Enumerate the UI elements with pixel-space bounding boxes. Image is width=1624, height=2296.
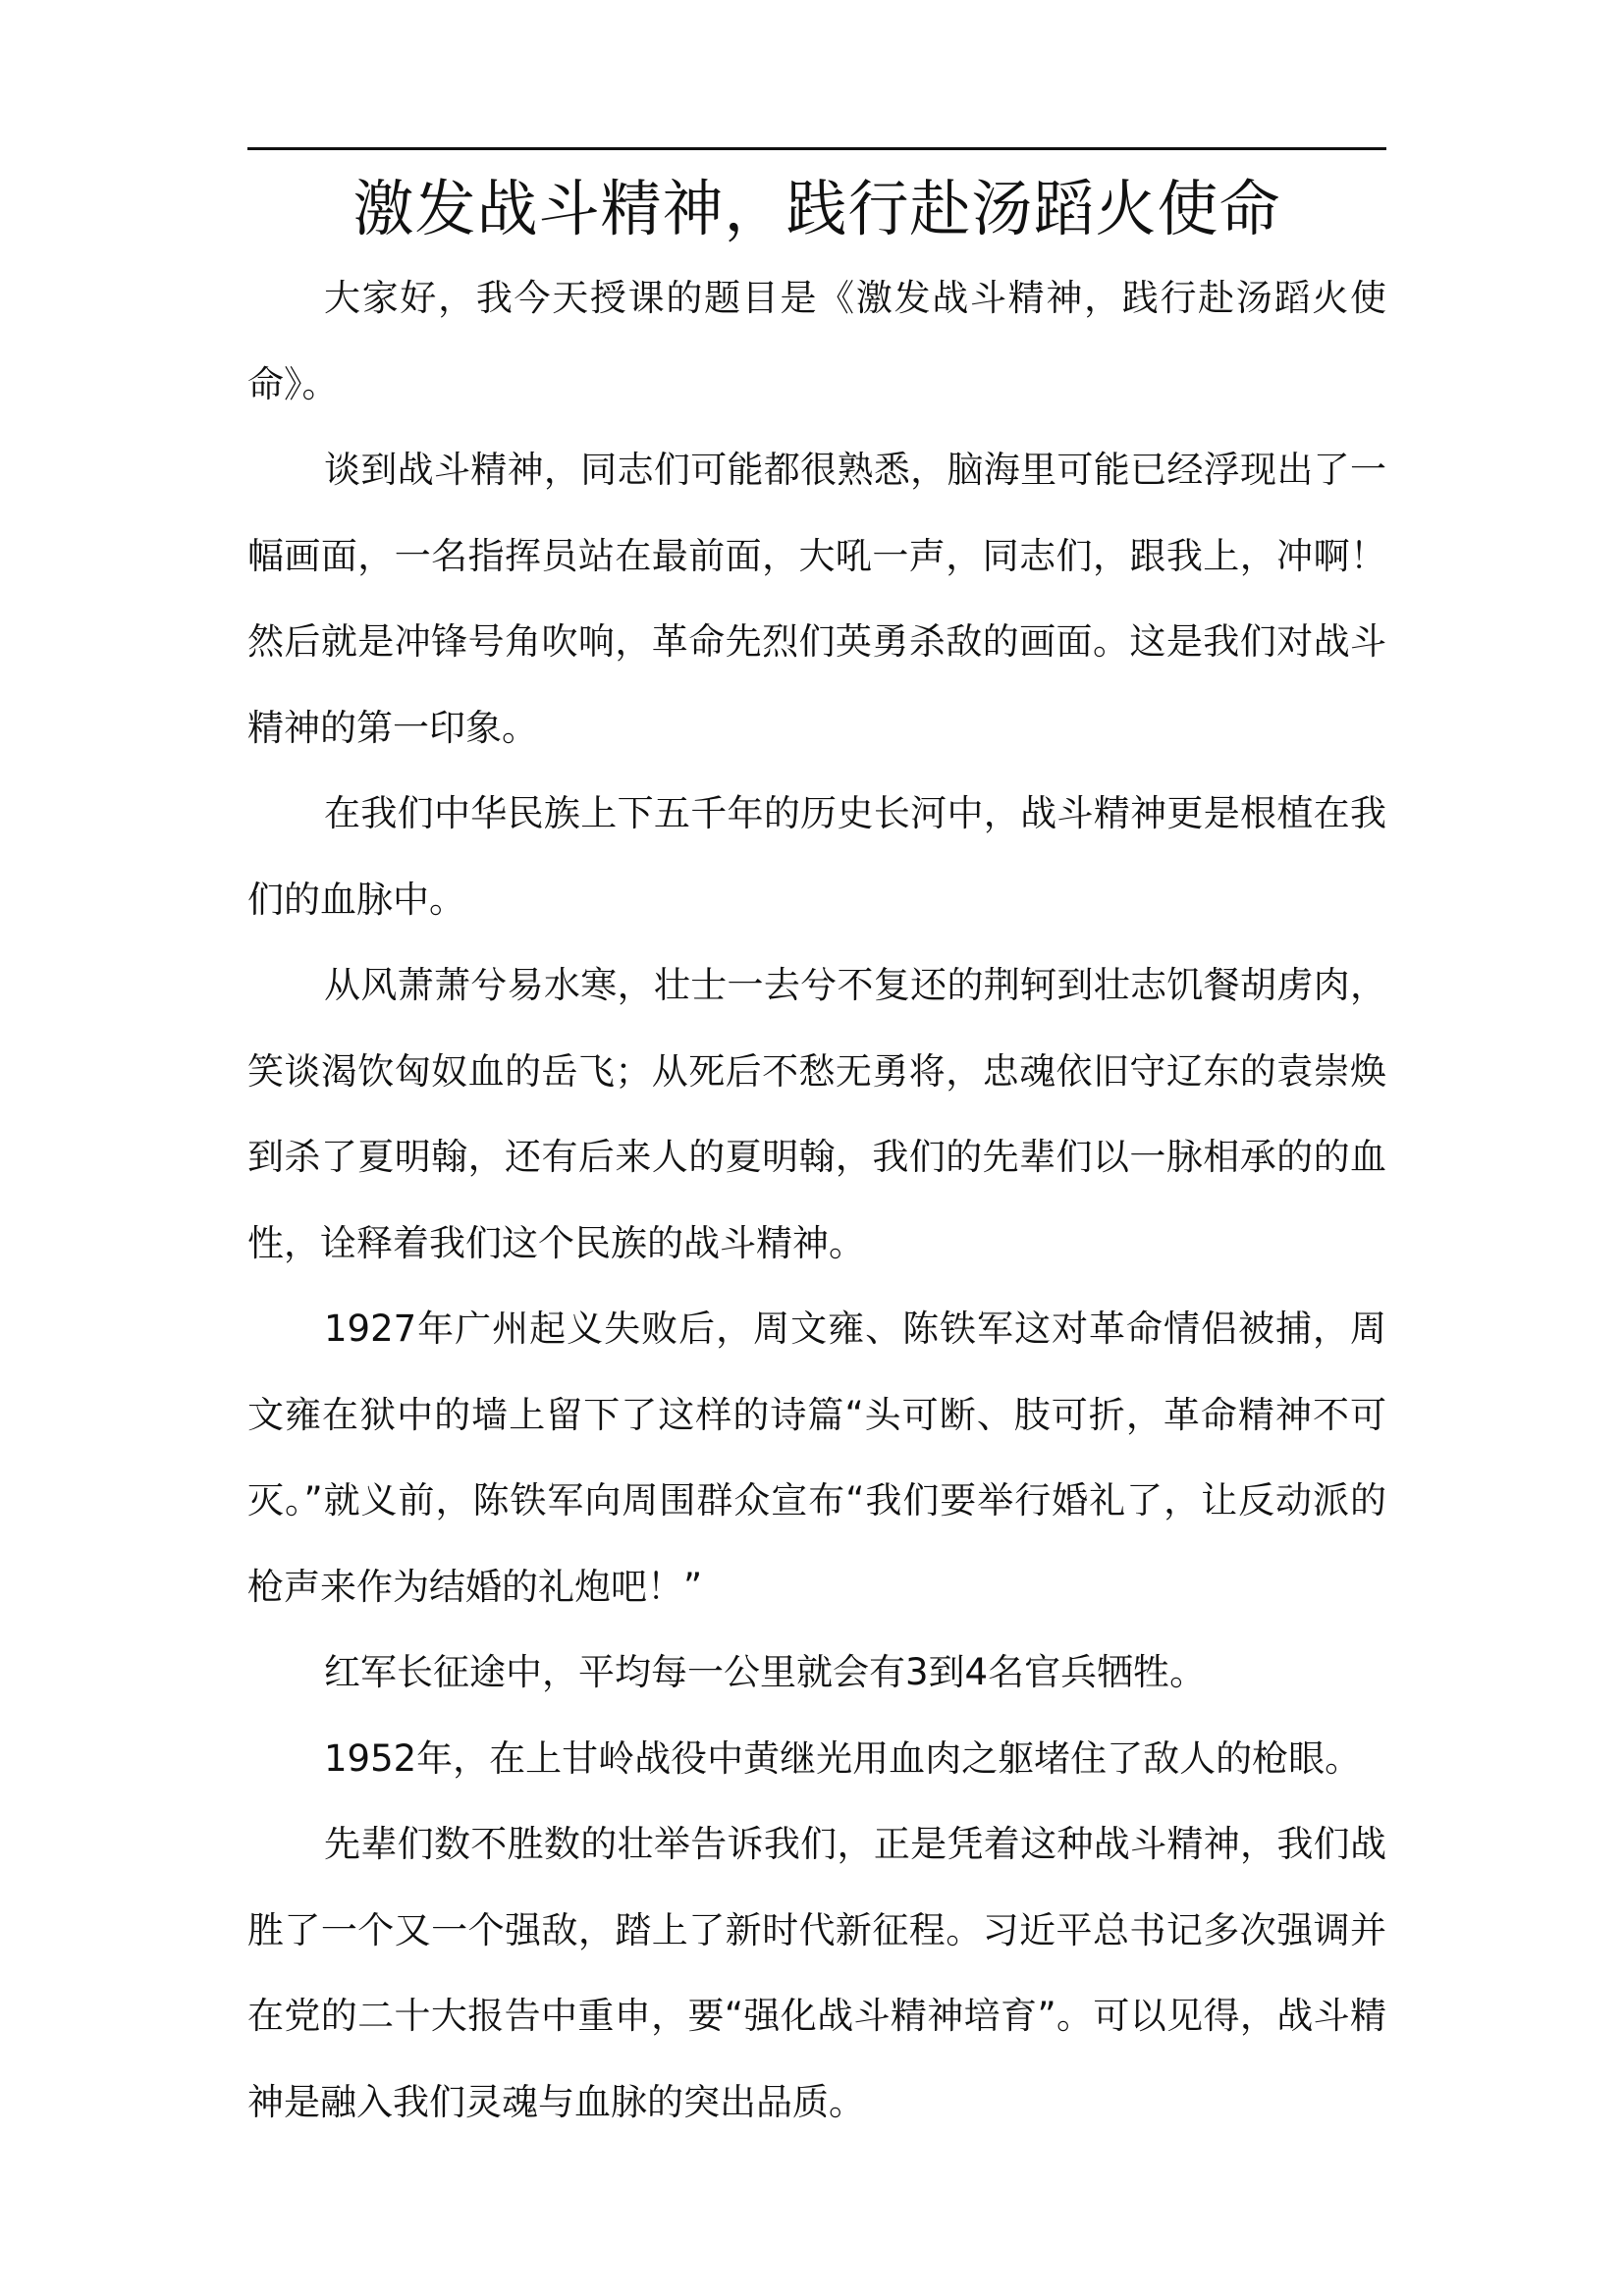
paragraph-guangzhou-uprising: 1927年广州起义失败后，周文雍、陈铁军这对革命情侣被捕，周文雍在狱中的墙上留下了这样的诗篇“头可断、肢可折，革命精神不可灭。”就义前，陈铁军向周围群众宣布“我们要举行婚礼了，让反动派的枪声来作为结婚的礼炮吧！” <box>247 1308 1386 1608</box>
paragraph-long-march: 红军长征途中，平均每一公里就会有3到4名官兵牺牲。 <box>324 1651 1207 1693</box>
paragraph-national-history: 在我们中华民族上下五千年的历史长河中，战斗精神更是根植在我们的血脉中。 <box>247 792 1386 921</box>
paragraph-conclusion: 先辈们数不胜数的壮举告诉我们，正是凭着这种战斗精神，我们战胜了一个又一个强敌，踏上了新时代新征程。习近平总书记多次强调并在党的二十大报告中重申，要“强化战斗精神培育”。可以见得，战斗精神是融入我们灵魂与血脉的突出品质。 <box>247 1823 1386 2123</box>
paragraph-intro: 大家好，我今天授课的题目是《激发战斗精神，践行赴汤蹈火使命》。 <box>247 277 1386 405</box>
header-rule <box>247 147 1386 150</box>
document-body <box>247 255 1386 2145</box>
paragraph-historical-heroes: 从风萧萧兮易水寒，壮士一去兮不复还的荆轲到壮志饥餐胡虏肉，笑谈渴饮匈奴血的岳飞；从死后不愁无勇将，忠魂依旧守辽东的袁崇焕到杀了夏明翰，还有后来人的夏明翰，我们的先辈们以一脉相承的的血性，诠释着我们这个民族的战斗精神。 <box>247 964 1386 1264</box>
paragraph-shangganling: 1952年，在上甘岭战役中黄继光用血肉之躯堵住了敌人的枪眼。 <box>324 1736 1362 1780</box>
paragraph-first-impression: 谈到战斗精神，同志们可能都很熟悉，脑海里可能已经浮现出了一幅画面，一名指挥员站在最前面，大吼一声，同志们，跟我上，冲啊！然后就是冲锋号角吹响，革命先烈们英勇杀敌的画面。这是我们对战斗精神的第一印象。 <box>247 449 1386 749</box>
document-title: 激发战斗精神，践行赴汤蹈火使命 <box>352 173 1281 244</box>
